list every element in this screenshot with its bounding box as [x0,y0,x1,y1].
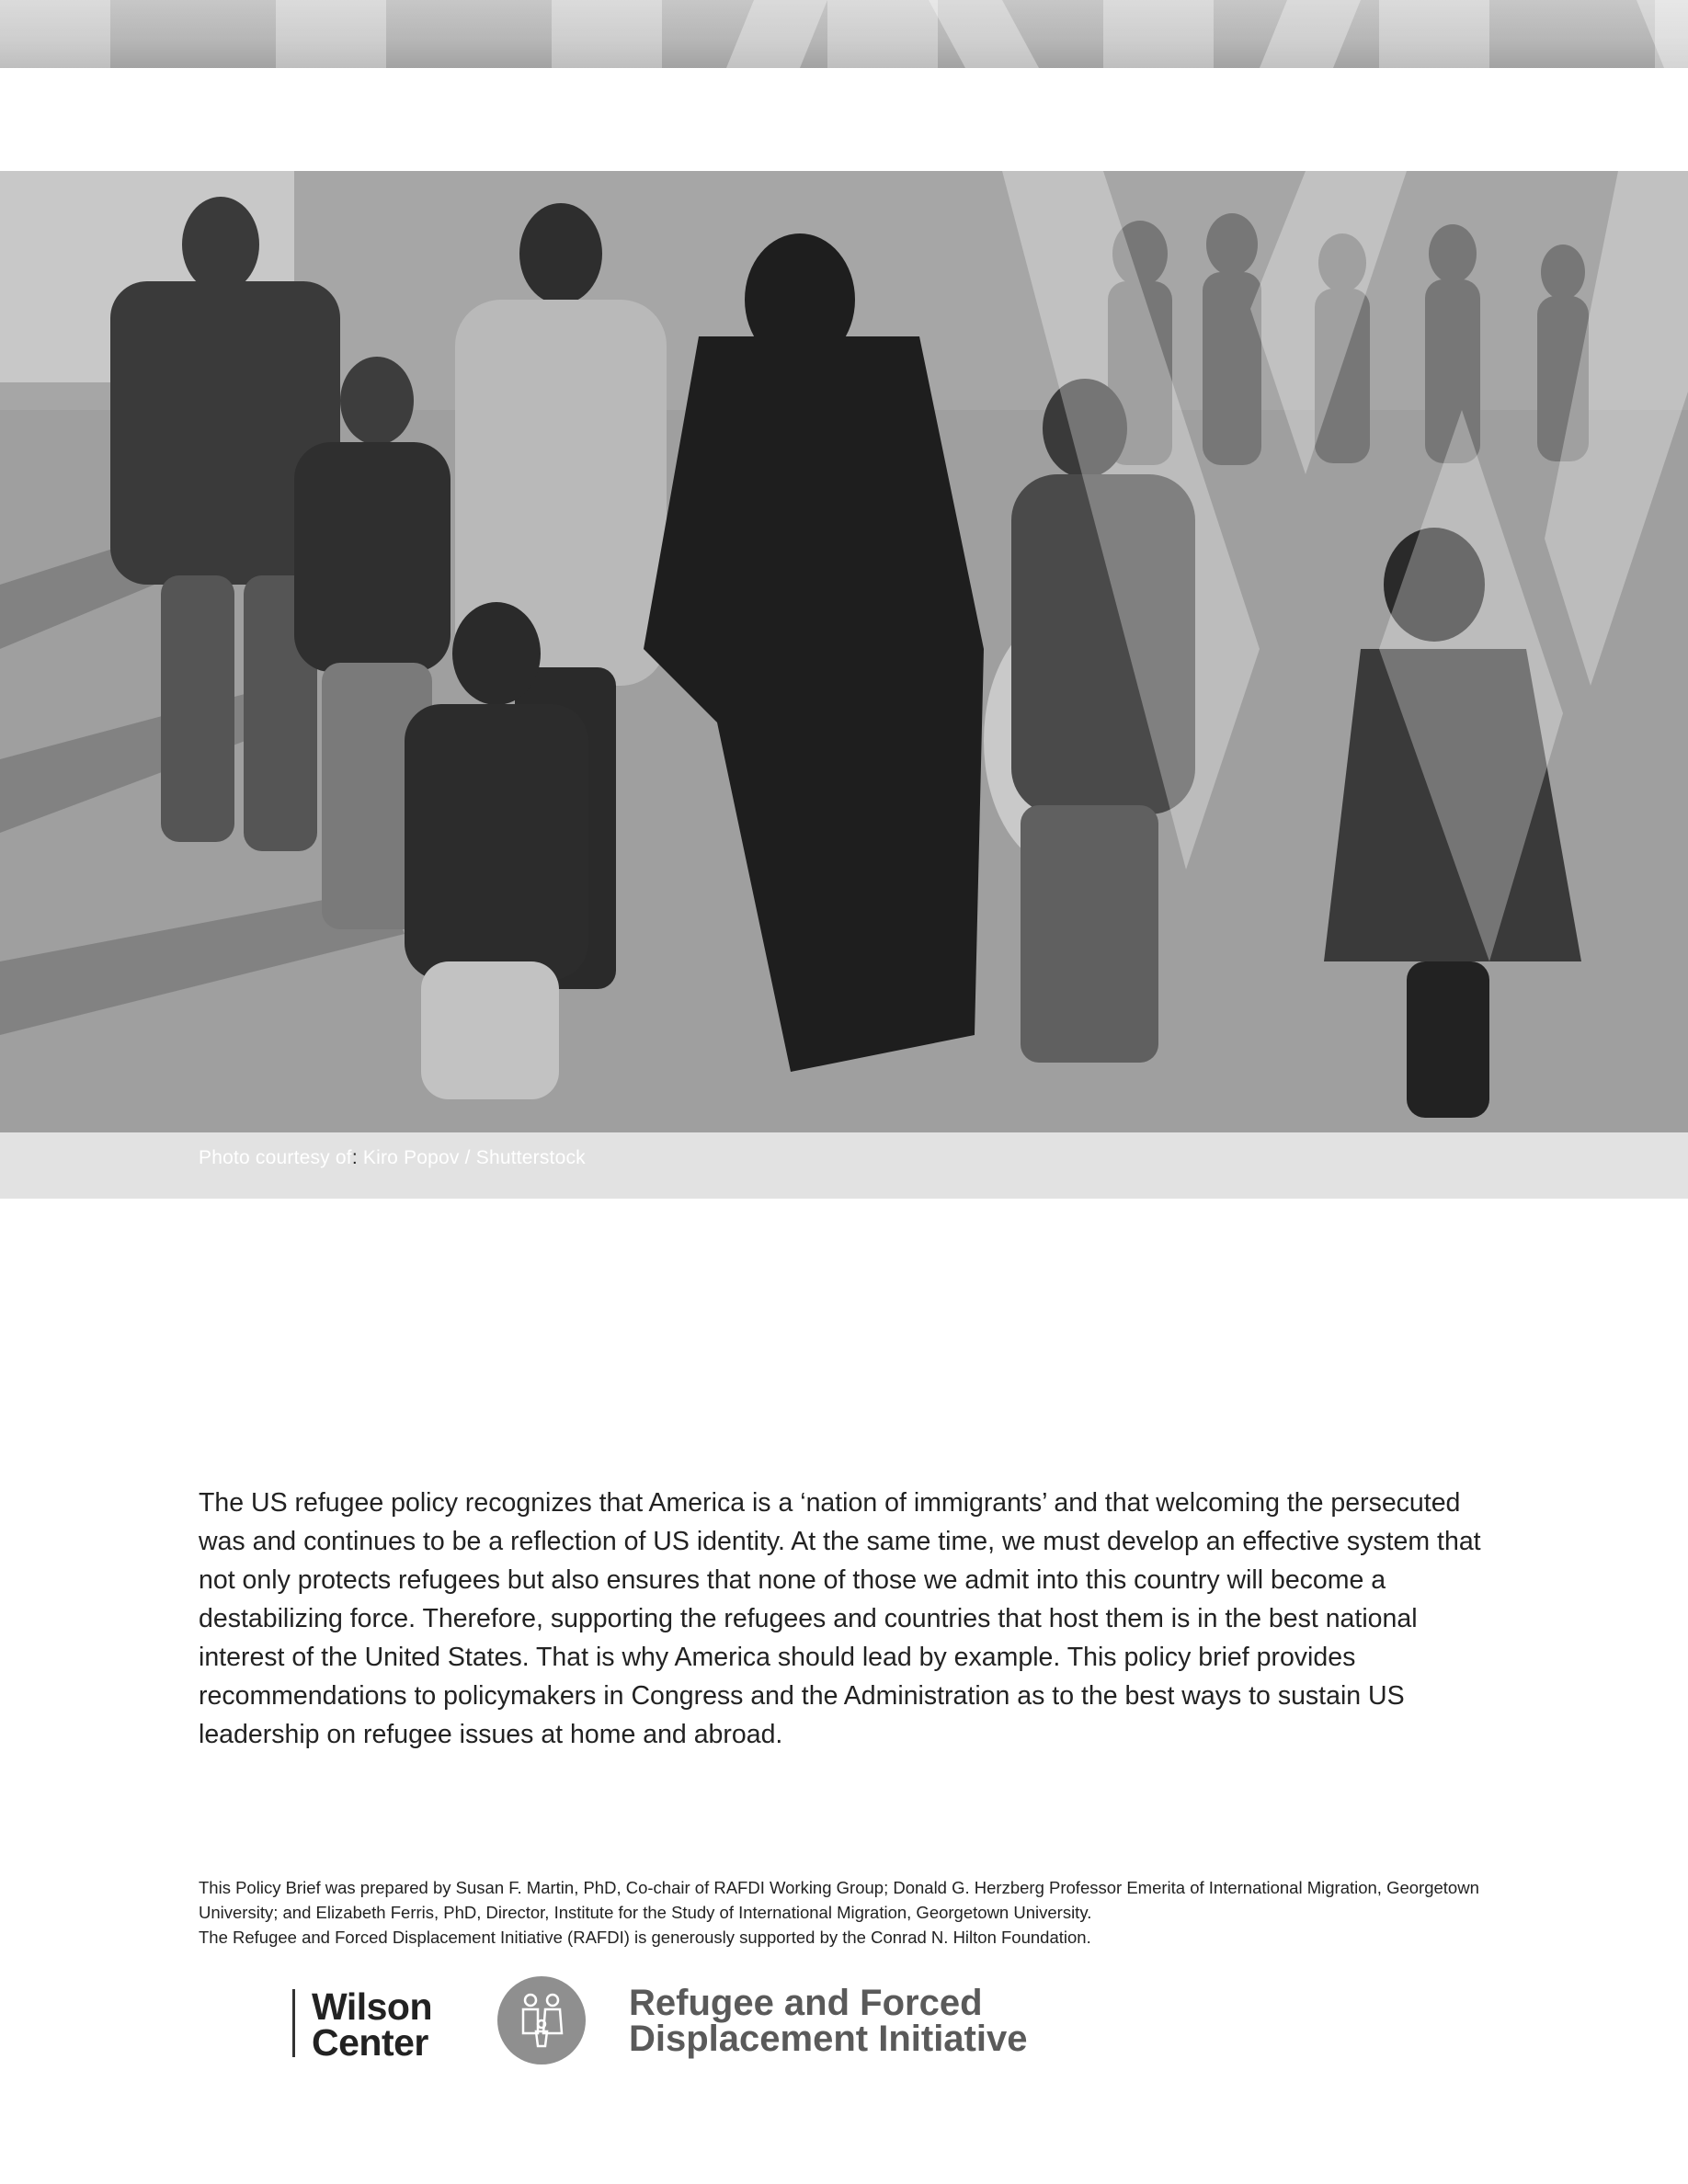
wilson-center-logo [292,1985,433,2064]
credits-authors: This Policy Brief was prepared by Susan F. Martin, PhD, Co-chair of RAFDI Working Group; Donald G. Herzberg Professor Emerita of International Migration, Georgetown University; and Elizabeth Ferris, PhD, Director, Institute for the Study of International Migration, Georgetown University. [199,1878,1479,1922]
rafdi-logo-line1: Refugee and Forced [629,1983,983,2023]
rafdi-logo-text [629,1985,1027,2057]
credits-section [199,1875,1495,1950]
photo-caption-bar [0,1132,1688,1199]
rafdi-logo-line2: Displacement Initiative [629,2019,1028,2059]
photo-illustration [0,171,1688,1132]
summary-section [199,1484,1495,1754]
photo-credit-source: Kiro Popov / Shutterstock [357,1147,586,1168]
hero-photo-refugees-walking [0,171,1688,1132]
credits-funding: The Refugee and Forced Displacement Initiative (RAFDI) is generously supported by the Conrad N. Hilton Foundation. [199,1928,1091,1947]
wilson-logo-line1: Wilson [312,1985,433,2028]
photo-credit-colon: : [351,1147,358,1168]
top-photo-strip [0,0,1688,68]
wilson-logo-line2: Center [312,2021,428,2064]
summary-paragraph: The US refugee policy recognizes that America is a ‘nation of immigrants’ and that welcoming the persecuted was and continues to be a reflection of US identity. At the same time, we must develop an effective system that not only protects refugees but also ensures that none of those we admit into this country will become a destabilizing force. Therefore, supporting the refugees and countries that host them is in the best national interest of the United States. That is why America should lead by example. This policy brief provides recommendations to policymakers in Congress and the Administration as to the best ways to sustain US leadership on refugee issues at home and abroad. [199,1488,1481,1749]
family-icon [497,1976,586,2065]
w-watermark-top [0,0,1688,68]
photo-credit-prefix: Photo courtesy of [199,1147,352,1168]
photo-credit [199,1147,586,1169]
